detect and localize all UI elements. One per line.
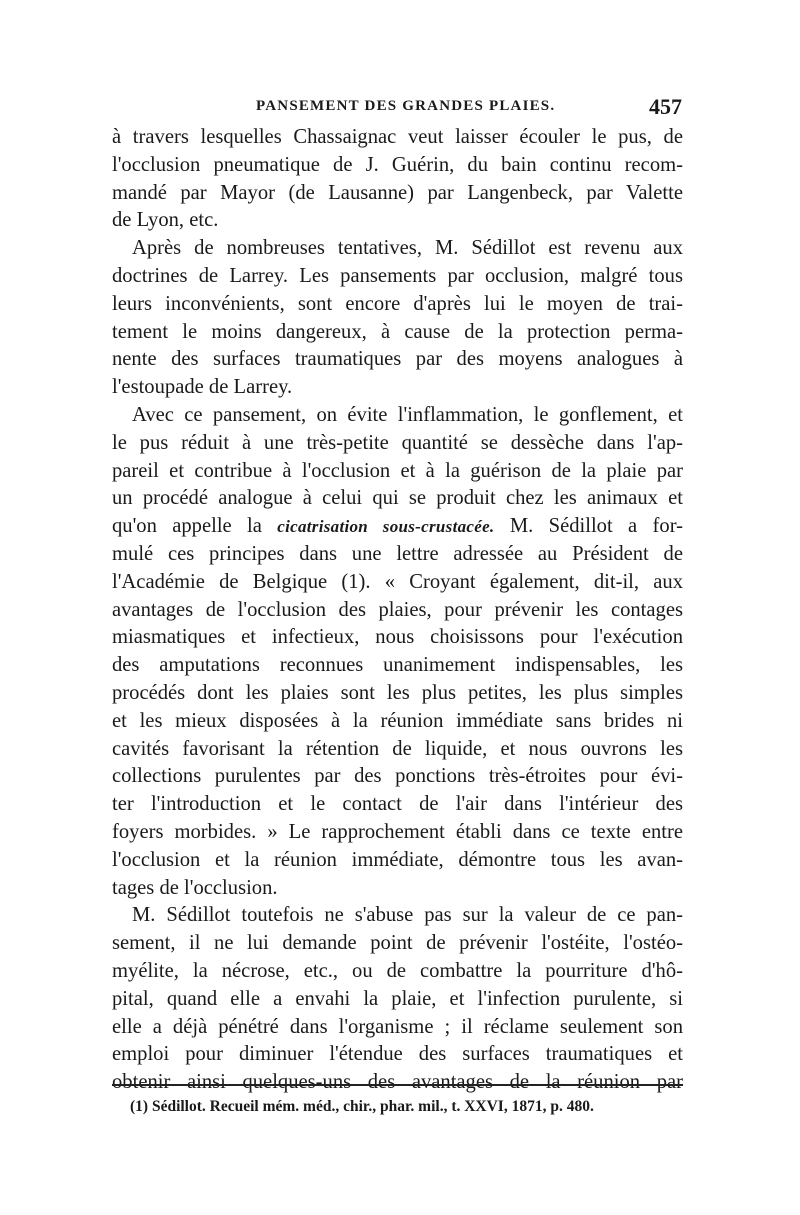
page-number: 457 xyxy=(649,94,682,119)
text-line: cavités favorisant la rétention de liquide, et nous ouvrons les xyxy=(112,737,683,760)
text-line: des amputations reconnues unanimement indispensables, les xyxy=(112,654,683,677)
text-line: Après de nombreuses tentatives, M. Sédillot est revenu aux xyxy=(132,237,683,260)
text-line: un procédé analogue à celui qui se produit chez les animaux et xyxy=(112,487,683,510)
text-line: mulé ces principes dans une lettre adressée au Président de xyxy=(112,542,683,565)
footnote: (1) Sédillot. Recueil mém. méd., chir., phar. mil., t. XXVI, 1871, p. 480. xyxy=(130,1098,594,1115)
paragraph-2 xyxy=(112,235,683,402)
text-line: avantages de l'occlusion des plaies, pour prévenir les contages xyxy=(112,598,683,621)
text-line: nente des surfaces traumatiques par des moyens analogues à xyxy=(112,348,683,371)
text-line: collections purulentes par des ponctions très-étroites pour évi- xyxy=(112,765,683,788)
text-line: de Lyon, etc. xyxy=(112,209,219,232)
text-line: à travers lesquelles Chassaignac veut laisser écouler le pus, de xyxy=(112,126,683,148)
text-line: l'Académie de Belgique (1). « Croyant également, dit-il, aux xyxy=(112,570,683,593)
text-line: pareil et contribue à l'occlusion et à la guérison de la plaie par xyxy=(112,459,683,482)
text-line: le pus réduit à une très-petite quantité se dessèche dans l'ap- xyxy=(112,431,683,454)
text-line: Avec ce pansement, on évite l'inflammation, le gonflement, et xyxy=(132,403,683,426)
paragraph-3 xyxy=(112,402,683,902)
text-line: elle a déjà pénétré dans l'organisme ; il réclame seulement son xyxy=(112,1015,683,1038)
text-line: tages de l'occlusion. xyxy=(112,876,278,899)
page-header xyxy=(112,94,682,124)
footnote-separator xyxy=(112,1084,683,1086)
text-line: myélite, la nécrose, etc., ou de combattre la pourriture d'hô- xyxy=(112,959,683,982)
body-text xyxy=(112,124,683,1097)
text-fragment: qu'on appelle la xyxy=(112,515,262,538)
text-line: mandé par Mayor (de Lausanne) par Langenbeck, par Valette xyxy=(112,181,683,204)
paragraph-1 xyxy=(112,124,683,235)
text-line: leurs inconvénients, sont encore d'après lui le moyen de trai- xyxy=(112,292,683,315)
text-line: sement, il ne lui demande point de prévenir l'ostéite, l'ostéo- xyxy=(112,932,683,955)
text-line: l'estoupade de Larrey. xyxy=(112,376,293,399)
text-line: l'occlusion et la réunion immédiate, démontre tous les avan- xyxy=(112,848,683,871)
text-line-with-italic xyxy=(112,513,683,541)
text-line: l'occlusion pneumatique de J. Guérin, du bain continu recom- xyxy=(112,153,683,176)
text-line: miasmatiques et infectieux, nous choisissons pour l'exécution xyxy=(112,626,683,649)
paragraph-4 xyxy=(112,902,683,1097)
text-line: doctrines de Larrey. Les pansements par occlusion, malgré tous xyxy=(112,264,683,287)
text-line: obtenir ainsi quelques-uns des avantages de la réunion par xyxy=(112,1071,683,1094)
text-line: ter l'introduction et le contact de l'air dans l'intérieur des xyxy=(112,793,683,816)
italic-term: cicatrisation sous-crustacée. xyxy=(277,517,495,537)
text-line: et les mieux disposées à la réunion immédiate sans brides ni xyxy=(112,709,683,732)
running-title: PANSEMENT DES GRANDES PLAIES. xyxy=(256,98,556,114)
text-line: pital, quand elle a envahi la plaie, et l'infection purulente, si xyxy=(112,987,683,1010)
text-line: foyers morbides. » Le rapprochement établi dans ce texte entre xyxy=(112,820,683,843)
text-fragment: M. Sédillot a for- xyxy=(509,515,683,538)
text-line: procédés dont les plaies sont les plus petites, les plus simples xyxy=(112,681,683,704)
text-line: M. Sédillot toutefois ne s'abuse pas sur la valeur de ce pan- xyxy=(132,904,683,927)
text-line: tement le moins dangereux, à cause de la protection perma- xyxy=(112,320,683,343)
text-line: emploi pour diminuer l'étendue des surfaces traumatiques et xyxy=(112,1043,683,1066)
